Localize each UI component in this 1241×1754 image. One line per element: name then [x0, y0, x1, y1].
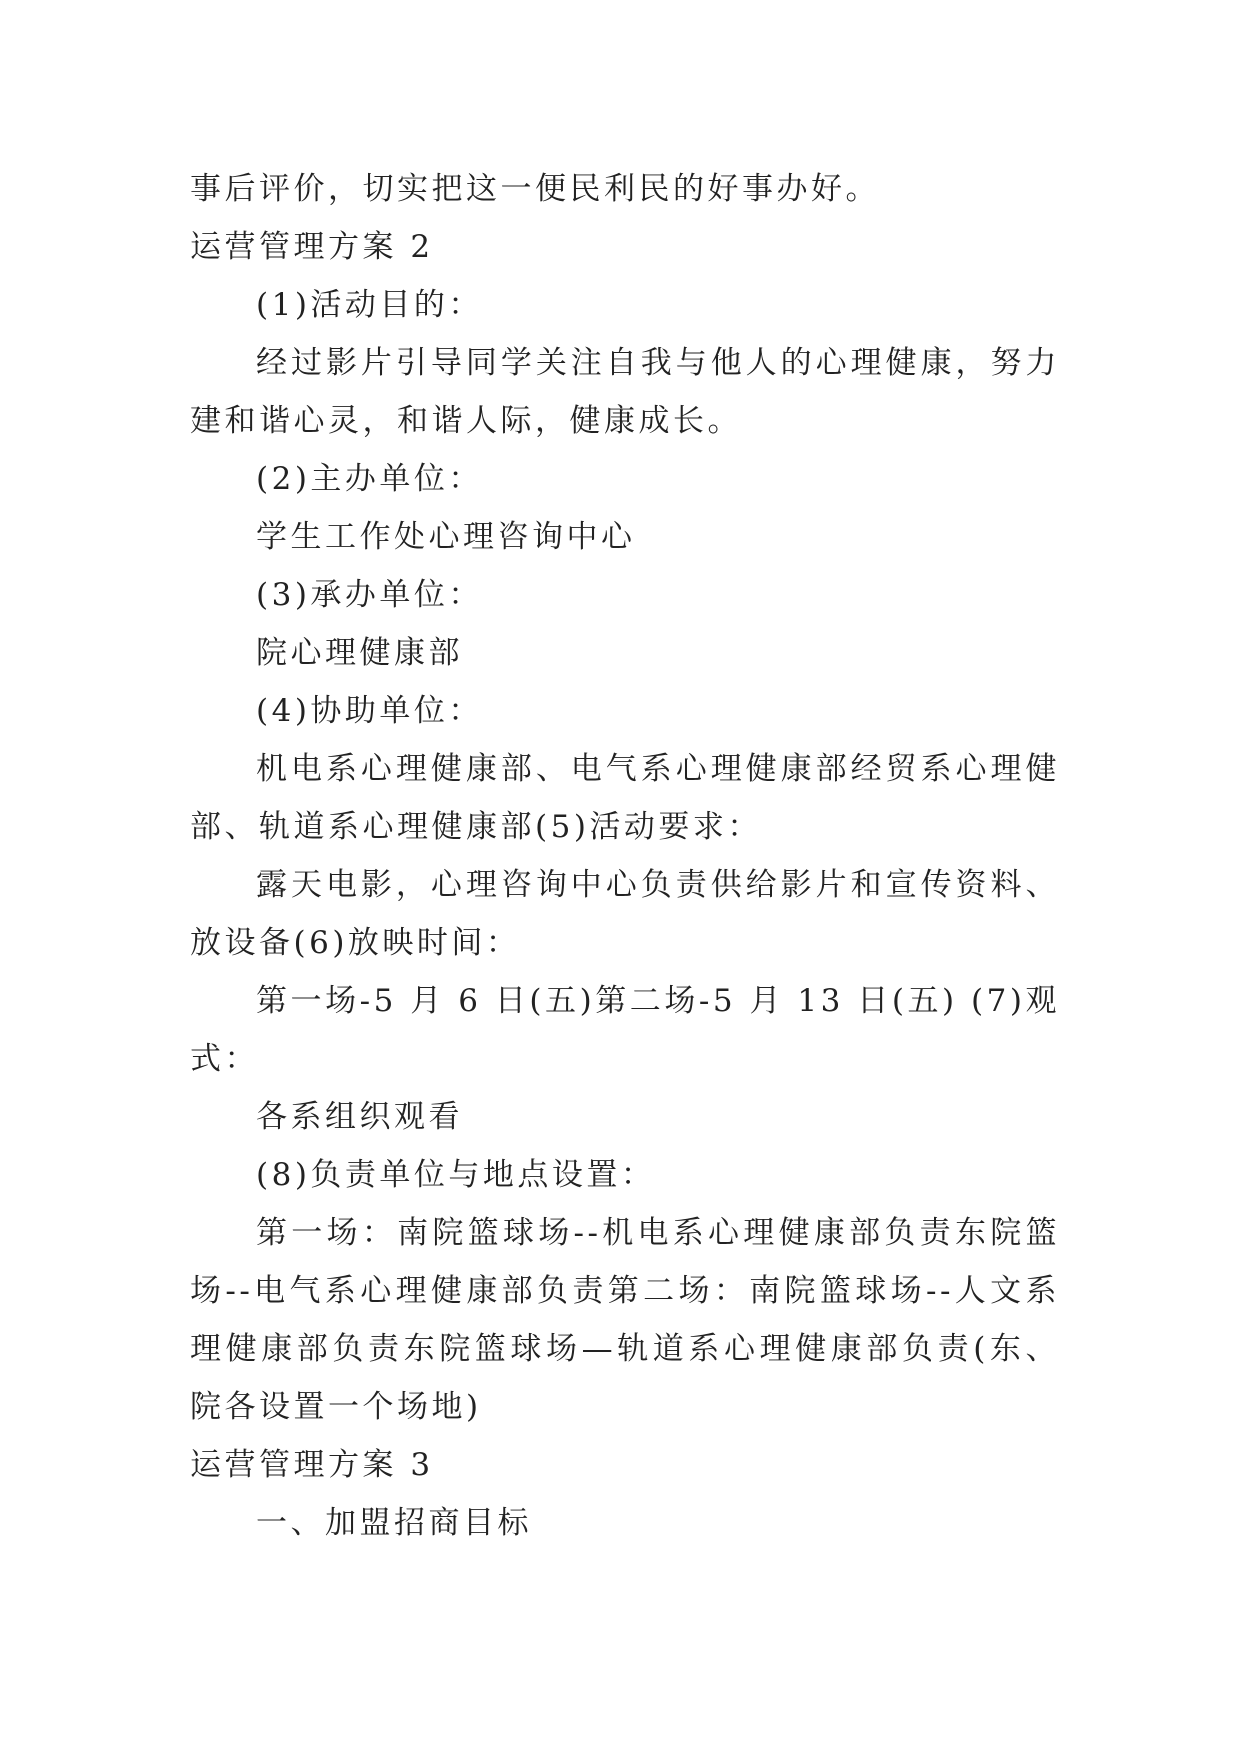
item-heading: (4)协助单位： [256, 693, 483, 729]
paragraph-line: 各系组织观看 [256, 1099, 463, 1135]
item-heading: (1)活动目的： [256, 287, 483, 323]
paragraph-line: 放设备(6)放映时间： [190, 925, 521, 961]
paragraph-line: 理健康部负责东院篮球场—轨道系心理健康部负责(东、 [190, 1331, 1060, 1367]
item-heading: 一、加盟招商目标 [256, 1505, 532, 1541]
section-heading: 运营管理方案 2 [190, 229, 434, 265]
paragraph-line: 第一场-5 月 6 日(五)第二场-5 月 13 日(五) (7)观 [256, 983, 1060, 1019]
paragraph-line: 场--电气系心理健康部负责第二场：南院篮球场--人文系 [190, 1273, 1060, 1309]
item-heading: (2)主办单位： [256, 461, 483, 497]
document-body [190, 160, 1060, 1552]
paragraph-line: 部、轨道系心理健康部(5)活动要求： [190, 809, 762, 845]
paragraph-line: 事后评价，切实把这一便民利民的好事办好。 [190, 171, 880, 207]
paragraph-line: 第一场：南院篮球场--机电系心理健康部负责东院篮 [256, 1215, 1060, 1251]
paragraph-line: 经过影片引导同学关注自我与他人的心理健康，努力 [256, 345, 1060, 381]
section-heading: 运营管理方案 3 [190, 1447, 434, 1483]
item-heading: (8)负责单位与地点设置： [256, 1157, 656, 1193]
paragraph-line: 机电系心理健康部、电气系心理健康部经贸系心理健 [256, 751, 1060, 787]
paragraph-line: 院心理健康部 [256, 635, 463, 671]
paragraph-line: 院各设置一个场地) [190, 1389, 482, 1425]
paragraph-line: 露天电影，心理咨询中心负责供给影片和宣传资料、 [256, 867, 1060, 903]
paragraph-line: 建和谐心灵，和谐人际，健康成长。 [190, 403, 742, 439]
paragraph-line: 学生工作处心理咨询中心 [256, 519, 636, 555]
paragraph-line: 式： [190, 1041, 259, 1077]
item-heading: (3)承办单位： [256, 577, 483, 613]
